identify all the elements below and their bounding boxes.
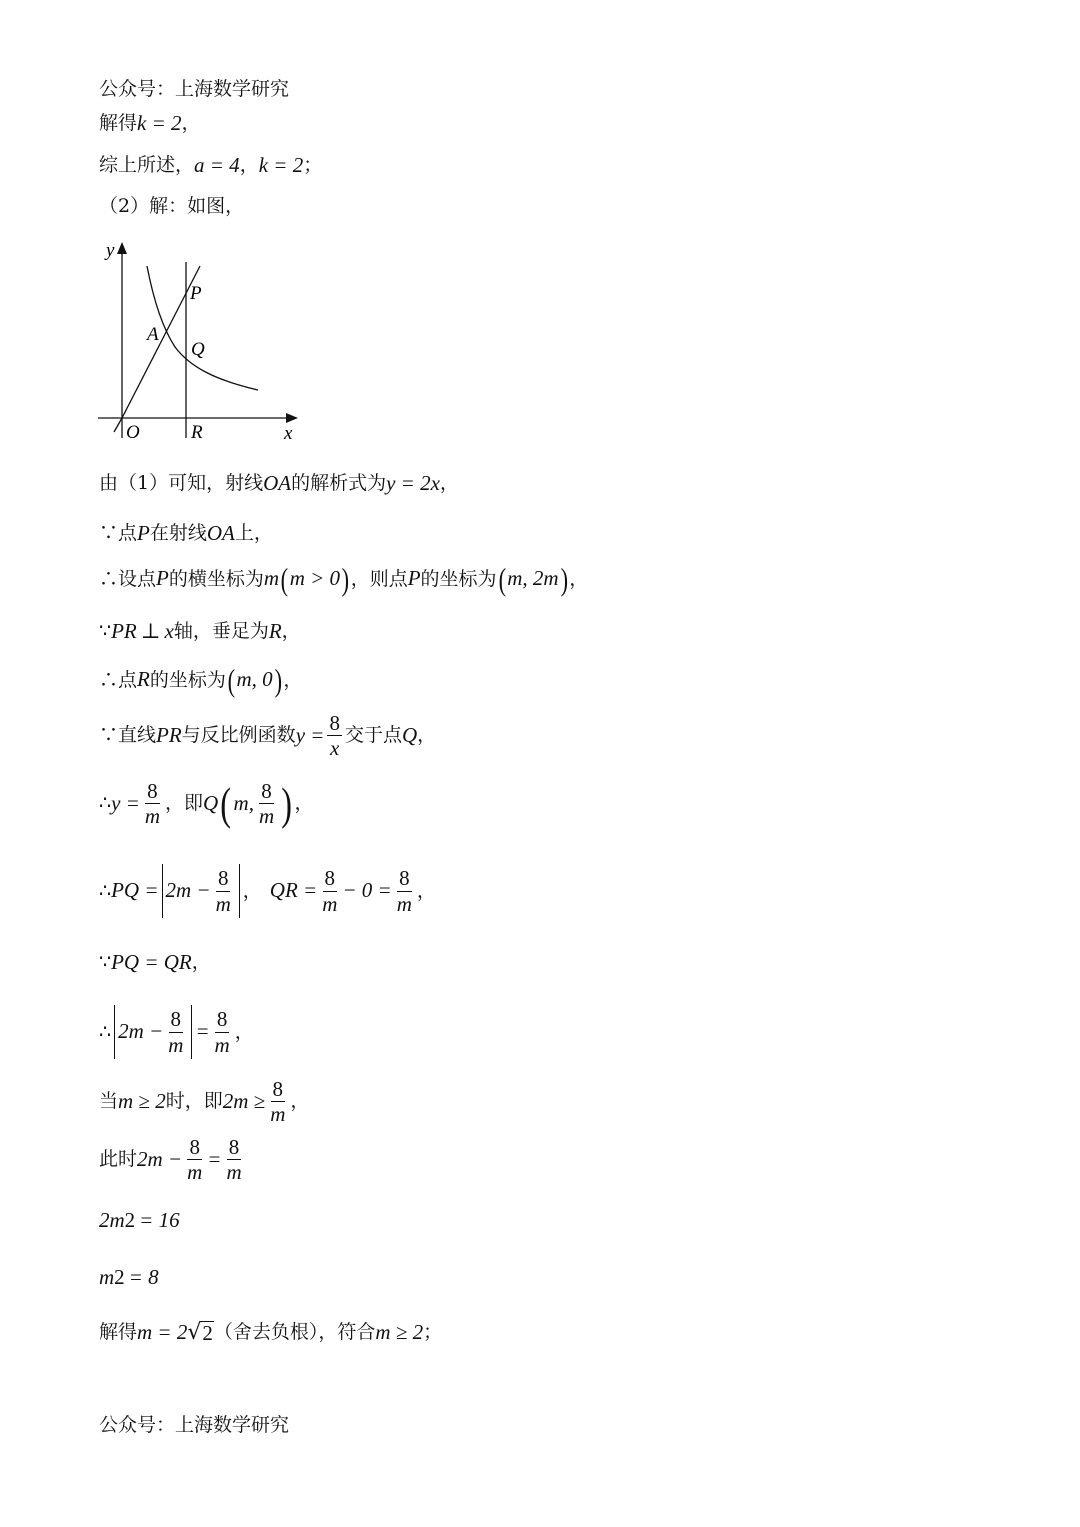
text: 解得 xyxy=(99,112,138,135)
math-expr: PR xyxy=(156,722,182,747)
math-expr: m, 0 xyxy=(236,667,273,692)
math-expr: P xyxy=(137,521,150,545)
paren: ) xyxy=(341,561,350,597)
math-expr: m, xyxy=(233,790,254,815)
paren: ( xyxy=(280,561,289,597)
radicand: 2 xyxy=(202,1320,213,1345)
text: ∵ xyxy=(99,620,112,643)
math-expr: k = 2 xyxy=(258,153,304,177)
numerator: 8 xyxy=(399,866,410,891)
fraction xyxy=(257,780,276,827)
text: ∴设点 xyxy=(99,567,157,590)
fraction xyxy=(213,1008,232,1055)
math-expr: k = 2 xyxy=(137,111,182,135)
text: ， xyxy=(439,472,459,495)
line-pq-equals-qr xyxy=(99,950,211,975)
math-expr: m ≥ 2 xyxy=(375,1320,424,1344)
text: ， xyxy=(239,154,259,177)
text: ， xyxy=(416,879,436,902)
math-expr: 2m xyxy=(99,1208,125,1232)
text: 当 xyxy=(99,1090,119,1113)
fraction xyxy=(166,1008,185,1055)
abs-bar xyxy=(191,1005,192,1059)
superscript: 2 xyxy=(124,1208,136,1232)
text: 综上所述， xyxy=(99,154,195,177)
line-r-coords xyxy=(99,664,302,696)
numerator: 8 xyxy=(189,1135,200,1159)
text: ； xyxy=(303,154,323,177)
line-summary xyxy=(99,153,322,178)
math-expr: m, 2m xyxy=(507,566,559,591)
absolute-value xyxy=(159,864,243,918)
text: ∴ xyxy=(99,1020,112,1043)
line-2m2-16 xyxy=(99,1208,180,1233)
text: ∴ xyxy=(99,879,112,902)
text: ， xyxy=(191,951,211,974)
denominator: m xyxy=(215,891,231,916)
text: 此时 xyxy=(99,1148,138,1171)
text: ∵直线 xyxy=(99,724,157,747)
denominator: x xyxy=(330,736,340,761)
numerator: 8 xyxy=(261,779,272,803)
paren: ( xyxy=(498,561,506,597)
text: ， xyxy=(281,620,301,643)
origin-tick xyxy=(114,418,122,432)
denominator: m xyxy=(322,891,338,916)
text: ∵ xyxy=(99,951,112,974)
line-solve-m xyxy=(99,1320,442,1345)
math-expr: 2m − xyxy=(137,1146,183,1171)
fraction xyxy=(327,712,342,759)
math-expr: 2m ≥ xyxy=(222,1088,266,1113)
superscript: 2 xyxy=(114,1265,125,1289)
text: ， xyxy=(417,724,437,747)
text: 在射线 xyxy=(149,522,207,545)
text: ； xyxy=(423,1321,443,1344)
denominator: m xyxy=(168,1032,184,1057)
fraction xyxy=(185,1136,204,1183)
line-part2-heading xyxy=(99,195,244,218)
line-pq-qr xyxy=(99,864,436,918)
paren: ( xyxy=(227,662,235,698)
x-axis-arrow xyxy=(286,413,298,423)
abs-bar xyxy=(162,864,163,918)
numerator: 8 xyxy=(170,1007,182,1032)
square-root xyxy=(187,1321,214,1345)
math-expr: P xyxy=(407,566,421,591)
denominator: m xyxy=(396,891,412,916)
numerator: 8 xyxy=(147,779,158,803)
text: ， xyxy=(234,1020,254,1043)
math-expr: OA xyxy=(263,471,292,495)
paren: ) xyxy=(274,662,282,698)
line-q-coords xyxy=(99,777,314,829)
fraction xyxy=(268,1078,287,1125)
text: ， xyxy=(290,1090,310,1113)
denominator: m xyxy=(270,1102,286,1127)
text: ∴点 xyxy=(99,668,138,691)
abs-bar xyxy=(114,1005,115,1059)
footer-watermark: 公众号：上海数学研究 xyxy=(99,1414,290,1436)
label-origin: O xyxy=(126,422,140,443)
numerator: 8 xyxy=(228,1135,240,1159)
math-expr: m ≥ 2 xyxy=(118,1088,166,1113)
line-p-coords xyxy=(99,563,588,595)
math-expr: PQ = xyxy=(111,878,159,903)
math-expr: y = xyxy=(295,722,325,747)
text: 时，即 xyxy=(165,1090,223,1113)
line-pr-perp xyxy=(99,619,301,644)
numerator: 8 xyxy=(272,1077,284,1101)
math-expr: a = 4 xyxy=(194,153,240,177)
math-expr: = 8 xyxy=(128,1265,159,1289)
text: 由（1）可知，射线 xyxy=(99,472,264,495)
math-expr: P xyxy=(156,566,169,591)
numerator: 8 xyxy=(329,711,340,735)
math-expr: OA xyxy=(206,521,235,545)
math-expr: = xyxy=(195,1019,210,1044)
line-p-on-ray xyxy=(99,521,273,546)
paren: ) xyxy=(281,777,293,829)
text: 的横坐标为 xyxy=(168,567,264,590)
fraction xyxy=(224,1136,243,1183)
line-pr-hyperbola xyxy=(99,712,436,759)
math-expr: QR = xyxy=(269,878,318,903)
denominator: m xyxy=(144,804,161,829)
math-expr: y = xyxy=(111,790,140,815)
math-expr: m = 2 xyxy=(137,1320,188,1344)
math-expr: − 0 = xyxy=(342,878,392,903)
label-x: x xyxy=(284,423,293,444)
text: ， xyxy=(294,792,314,815)
text: ，则点 xyxy=(350,567,408,590)
text: 的解析式为 xyxy=(291,472,387,495)
text: 的坐标为 xyxy=(149,668,226,691)
numerator: 8 xyxy=(324,866,336,891)
math-expr: 2m − xyxy=(165,878,211,903)
math-expr: PR xyxy=(111,619,137,643)
abs-bar xyxy=(239,864,240,918)
math-expr: Q xyxy=(203,790,219,815)
text: ∵点 xyxy=(99,522,138,545)
text: ∴ xyxy=(99,792,112,815)
numerator: 8 xyxy=(216,1007,228,1032)
fraction xyxy=(320,867,339,914)
math-expr: m xyxy=(263,566,280,591)
text: 轴，垂足为 xyxy=(173,620,269,643)
denominator: m xyxy=(258,804,275,829)
math-expr: R xyxy=(268,619,282,643)
math-expr: = xyxy=(207,1146,222,1171)
sqrt-symbol: √ xyxy=(187,1319,202,1345)
label-y: y xyxy=(106,240,115,261)
fraction xyxy=(143,780,162,827)
perp-symbol: ⊥ xyxy=(140,619,161,643)
text: 交于点 xyxy=(344,724,402,747)
math-expr: 2m − xyxy=(118,1019,164,1044)
header-watermark: 公众号：上海数学研究 xyxy=(99,78,290,100)
text: ， xyxy=(569,567,589,590)
text: ， xyxy=(283,668,303,691)
text: （舍去负根），符合 xyxy=(213,1321,376,1344)
math-expr: m > 0 xyxy=(289,566,341,591)
denominator: m xyxy=(214,1032,230,1057)
math-expr: x xyxy=(164,619,174,643)
y-axis-arrow xyxy=(117,242,127,254)
label-p: P xyxy=(190,283,202,304)
text: 的坐标为 xyxy=(420,567,497,590)
text: ， xyxy=(181,112,201,135)
ray-oa xyxy=(122,266,200,418)
text: 解得 xyxy=(99,1321,138,1344)
line-ray-oa xyxy=(99,471,459,496)
label-a: A xyxy=(147,324,159,345)
text: ， xyxy=(242,879,262,902)
math-expr: = 16 xyxy=(139,1208,180,1232)
numerator: 8 xyxy=(217,866,229,891)
label-r: R xyxy=(191,422,203,443)
absolute-value xyxy=(111,1005,195,1059)
line-solve-k xyxy=(99,111,201,136)
line-m2-8 xyxy=(99,1265,159,1290)
text: ，即 xyxy=(165,792,204,815)
paren: ( xyxy=(220,777,232,829)
text: 上， xyxy=(234,522,273,545)
denominator: m xyxy=(226,1160,242,1185)
denominator: m xyxy=(187,1160,203,1185)
math-expr: R xyxy=(137,667,150,692)
text: （2）解：如图， xyxy=(99,195,245,217)
line-abs-equation xyxy=(99,1005,254,1059)
fraction xyxy=(214,867,233,914)
math-expr: Q xyxy=(401,722,418,747)
coordinate-figure xyxy=(90,232,310,454)
math-expr: m xyxy=(99,1265,115,1289)
line-case-m-ge-2 xyxy=(99,1078,309,1125)
line-then xyxy=(99,1136,247,1183)
math-expr: PQ = QR xyxy=(111,950,192,974)
fraction xyxy=(395,867,414,914)
hyperbola-curve xyxy=(147,266,258,390)
figure-svg xyxy=(90,232,310,450)
text: 与反比例函数 xyxy=(181,724,296,747)
math-expr: y = 2x xyxy=(386,471,440,495)
paren: ) xyxy=(560,561,568,597)
label-q: Q xyxy=(191,339,205,360)
